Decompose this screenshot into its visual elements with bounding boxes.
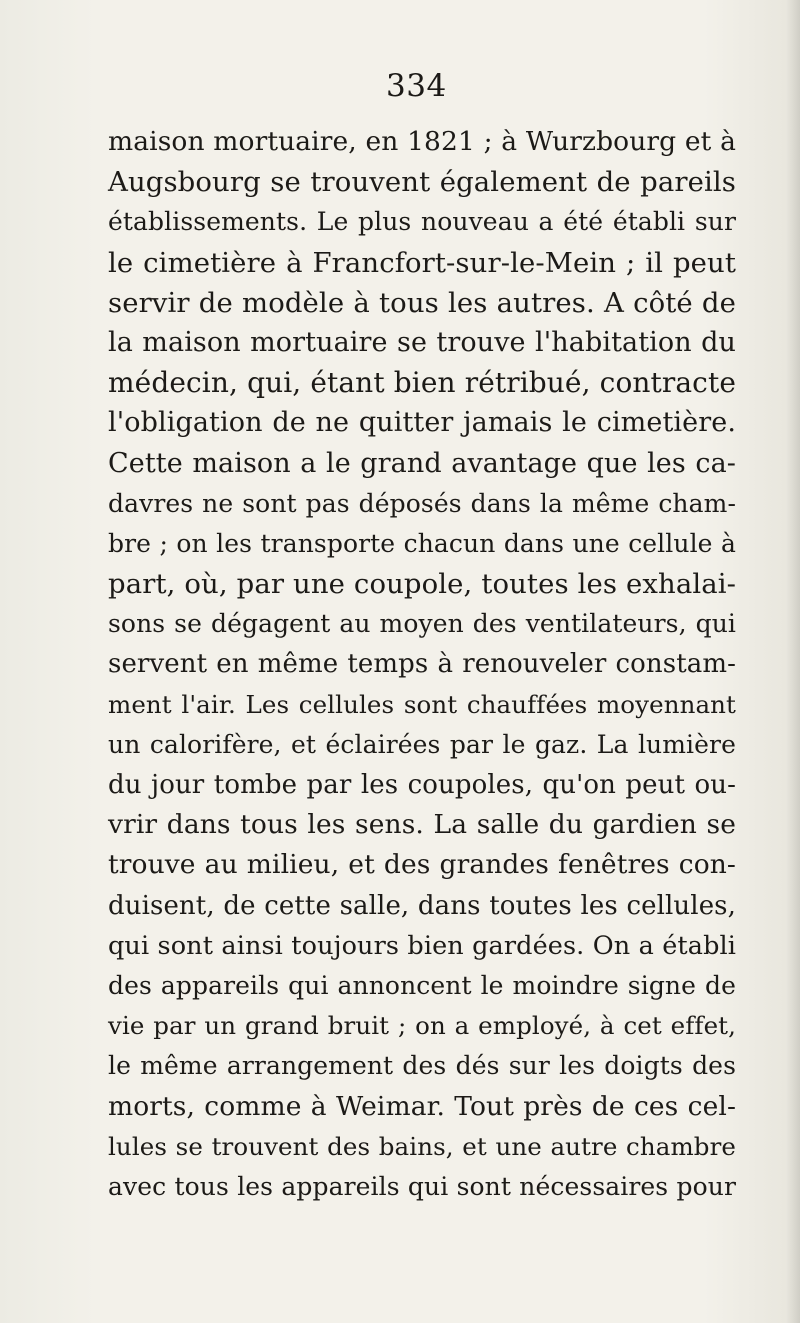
text-line: du jour tombe par les coupoles, qu'on peut ou-: [108, 770, 736, 800]
text-line: Augsbourg se trouvent également de pareils: [108, 166, 736, 199]
text-line: servir de modèle à tous les autres. A côté de: [108, 286, 736, 319]
text-line: maison mortuaire, en 1821 ; à Wurzbourg et à: [108, 126, 736, 157]
page-number: 334: [386, 68, 447, 104]
text-line: vrir dans tous les sens. La salle du gardien se: [108, 809, 736, 841]
text-line: qui sont ainsi toujours bien gardées. On a établi: [108, 930, 736, 961]
text-line: davres ne sont pas déposés dans la même cham-: [108, 488, 736, 518]
text-line: établissements. Le plus nouveau a été établi sur: [108, 207, 736, 237]
text-line: un calorifère, et éclairées par le gaz. La lumière: [108, 729, 736, 759]
text-line: bre ; on les transporte chacun dans une cellule à: [108, 528, 736, 558]
page-edge-shadow: [786, 0, 800, 1323]
text-line: lules se trouvent des bains, et une autre chambre: [108, 1131, 736, 1161]
text-line: ment l'air. Les cellules sont chauffées moyennant: [108, 689, 736, 719]
text-line: l'obligation de ne quitter jamais le cimetière.: [108, 407, 736, 439]
text-line: Cette maison a le grand avantage que les ca-: [108, 447, 736, 479]
text-line: le cimetière à Francfort-sur-le-Mein ; il peut: [108, 246, 736, 279]
text-line: des appareils qui annoncent le moindre signe de: [108, 970, 736, 1000]
text-line: trouve au milieu, et des grandes fenêtres con-: [108, 849, 736, 881]
body-text: [108, 122, 736, 1207]
text-line: sons se dégagent au moyen des ventilateurs, qui: [108, 609, 736, 639]
text-line: part, où, par une coupole, toutes les exhalai-: [108, 568, 736, 601]
text-line: le même arrangement des dés sur les doigts des: [108, 1051, 736, 1081]
text-line: servent en même temps à renouveler constam-: [108, 649, 736, 680]
text-line: la maison mortuaire se trouve l'habitation du: [108, 326, 736, 358]
text-line: avec tous les appareils qui sont nécessaires pour: [108, 1171, 736, 1201]
text-line: vie par un grand bruit ; on a employé, à cet effet,: [108, 1011, 736, 1041]
text-line: duisent, de cette salle, dans toutes les cellules,: [108, 890, 736, 921]
text-line: médecin, qui, étant bien rétribué, contracte: [108, 366, 736, 400]
text-line: morts, comme à Weimar. Tout près de ces cel-: [108, 1090, 736, 1122]
